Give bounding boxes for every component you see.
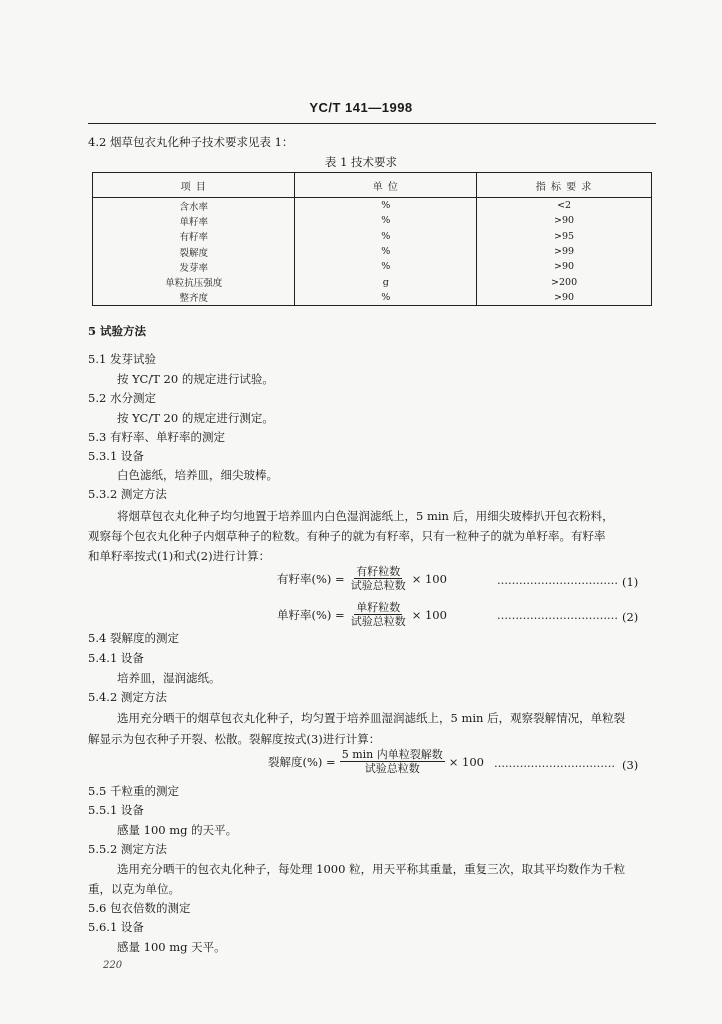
- cell-requirement: <2: [477, 198, 652, 214]
- table-row: [93, 259, 652, 274]
- standard-header: YC/T 141—1998: [309, 100, 413, 115]
- cell-unit: g: [295, 274, 477, 289]
- formula-2: [277, 601, 447, 628]
- section-5-5-2-line2: 重，以克为单位。: [88, 882, 180, 896]
- section-5-2-title: 5.2 水分测定: [88, 391, 156, 405]
- header-rule: [88, 123, 656, 124]
- formula-1-lhs: 有籽率(%) =: [277, 571, 345, 586]
- header-unit: 单 位: [295, 173, 477, 198]
- section-5-3-2-line1: 将烟草包衣丸化种子均匀地置于培养皿内白色湿润滤纸上，5 min 后，用细尖玻棒扒开包衣粉料，: [117, 509, 614, 523]
- page-number: 220: [103, 960, 123, 971]
- table-row: [93, 244, 652, 259]
- table-row: [93, 229, 652, 244]
- section-5-3-1-title: 5.3.1 设备: [88, 449, 144, 463]
- section-5-5-2-line1: 选用充分晒干的包衣丸化种子，每处理 1000 粒，用天平称其重量，重复三次，取其平均数作为千粒: [117, 862, 626, 876]
- table-row: [93, 213, 652, 228]
- table-row: [93, 290, 652, 306]
- section-5-4-2-line1: 选用充分晒干的烟草包衣丸化种子，均匀置于培养皿湿润滤纸上，5 min 后，观察裂解情况，单粒裂: [117, 711, 626, 725]
- section-5-5-title: 5.5 千粒重的测定: [88, 784, 179, 798]
- section-5-5-1-body: 感量 100 mg 的天平。: [117, 823, 238, 837]
- section-5-3-2-line3: 和单籽率按式(1)和式(2)进行计算：: [88, 549, 271, 563]
- section-5-4-1-body: 培养皿，湿润滤纸。: [117, 671, 221, 685]
- formula-3-fraction: [340, 748, 445, 775]
- cell-unit: %: [295, 229, 477, 244]
- section-5-4-title: 5.4 裂解度的测定: [88, 631, 179, 645]
- section-5-3-2-title: 5.3.2 测定方法: [88, 487, 167, 501]
- formula-1-numerator: 有籽粒数: [356, 565, 401, 578]
- section-5-1-title: 5.1 发芽试验: [88, 352, 156, 366]
- cell-item: 整齐度: [179, 293, 208, 305]
- section-5-title: 5 试验方法: [88, 324, 147, 338]
- formula-2-leader: ……………………………: [497, 609, 618, 622]
- table-row: [93, 198, 652, 214]
- formula-2-denominator: 试验总粒数: [350, 615, 406, 628]
- header-requirement: 指 标 要 求: [477, 173, 652, 198]
- cell-unit: %: [295, 244, 477, 259]
- section-5-5-2-title: 5.5.2 测定方法: [88, 842, 167, 856]
- table-caption: 表 1 技术要求: [324, 155, 398, 169]
- formula-1: [277, 565, 447, 592]
- formula-2-numerator: 单籽粒数: [356, 601, 401, 614]
- formula-3-label: (3): [622, 758, 639, 772]
- cell-item: 单粒抗压强度: [165, 278, 223, 290]
- formula-1-fraction: [349, 565, 408, 592]
- cell-requirement: >90: [477, 290, 652, 306]
- cell-item: 裂解度: [179, 247, 208, 259]
- tech-requirements-table: [92, 172, 652, 306]
- cell-item: 发芽率: [179, 262, 208, 274]
- formula-2-label: (2): [622, 610, 639, 624]
- section-4-2: 4.2 烟草包衣丸化种子技术要求见表 1：: [88, 135, 294, 149]
- formula-3-denominator: 试验总粒数: [364, 762, 420, 775]
- section-5-3-1-body: 白色滤纸，培养皿，细尖玻棒。: [117, 468, 278, 482]
- cell-unit: %: [295, 198, 477, 214]
- formula-2-lhs: 单籽率(%) =: [277, 607, 345, 622]
- section-5-6-1-body: 感量 100 mg 天平。: [117, 940, 226, 954]
- formula-2-fraction: [349, 601, 408, 628]
- cell-unit: %: [295, 259, 477, 274]
- cell-unit: %: [295, 290, 477, 306]
- cell-requirement: >95: [477, 229, 652, 244]
- section-5-4-1-title: 5.4.1 设备: [88, 651, 144, 665]
- section-5-3-2-line2: 观察每个包衣丸化种子内烟草种子的粒数。有种子的就为有籽率，只有一粒种子的就为单籽率。有籽率: [88, 529, 606, 543]
- cell-item: 单籽率: [179, 216, 208, 228]
- formula-1-leader: ……………………………: [497, 574, 618, 587]
- formula-3-numerator: 5 min 内单粒裂解数: [341, 748, 443, 761]
- section-5-3-title: 5.3 有籽率、单籽率的测定: [88, 430, 225, 444]
- formula-3: [268, 748, 484, 775]
- section-5-5-1-title: 5.5.1 设备: [88, 803, 144, 817]
- formula-3-leader: ……………………………: [494, 757, 615, 770]
- cell-requirement: >200: [477, 274, 652, 289]
- cell-unit: %: [295, 213, 477, 228]
- cell-item: 含水率: [179, 201, 208, 213]
- table-row: [93, 274, 652, 289]
- section-5-6-title: 5.6 包衣倍数的测定: [88, 901, 191, 915]
- header-item: 项 目: [93, 173, 295, 198]
- cell-requirement: >90: [477, 259, 652, 274]
- formula-1-label: (1): [622, 575, 639, 589]
- section-5-1-body: 按 YC/T 20 的规定进行试验。: [117, 372, 274, 386]
- cell-item: 有籽率: [179, 232, 208, 244]
- section-5-4-2-title: 5.4.2 测定方法: [88, 690, 167, 704]
- formula-2-multiplier: × 100: [411, 607, 447, 622]
- formula-3-multiplier: × 100: [448, 754, 484, 769]
- section-5-6-1-title: 5.6.1 设备: [88, 920, 144, 934]
- formula-1-multiplier: × 100: [411, 571, 447, 586]
- cell-requirement: >90: [477, 213, 652, 228]
- section-5-4-2-line2: 解显示为包衣种子开裂、松散。裂解度按式(3)进行计算：: [88, 732, 381, 746]
- section-5-2-body: 按 YC/T 20 的规定进行测定。: [117, 411, 274, 425]
- table-header-row: [93, 173, 652, 198]
- formula-3-lhs: 裂解度(%) =: [268, 754, 336, 769]
- cell-requirement: >99: [477, 244, 652, 259]
- formula-1-denominator: 试验总粒数: [350, 579, 406, 592]
